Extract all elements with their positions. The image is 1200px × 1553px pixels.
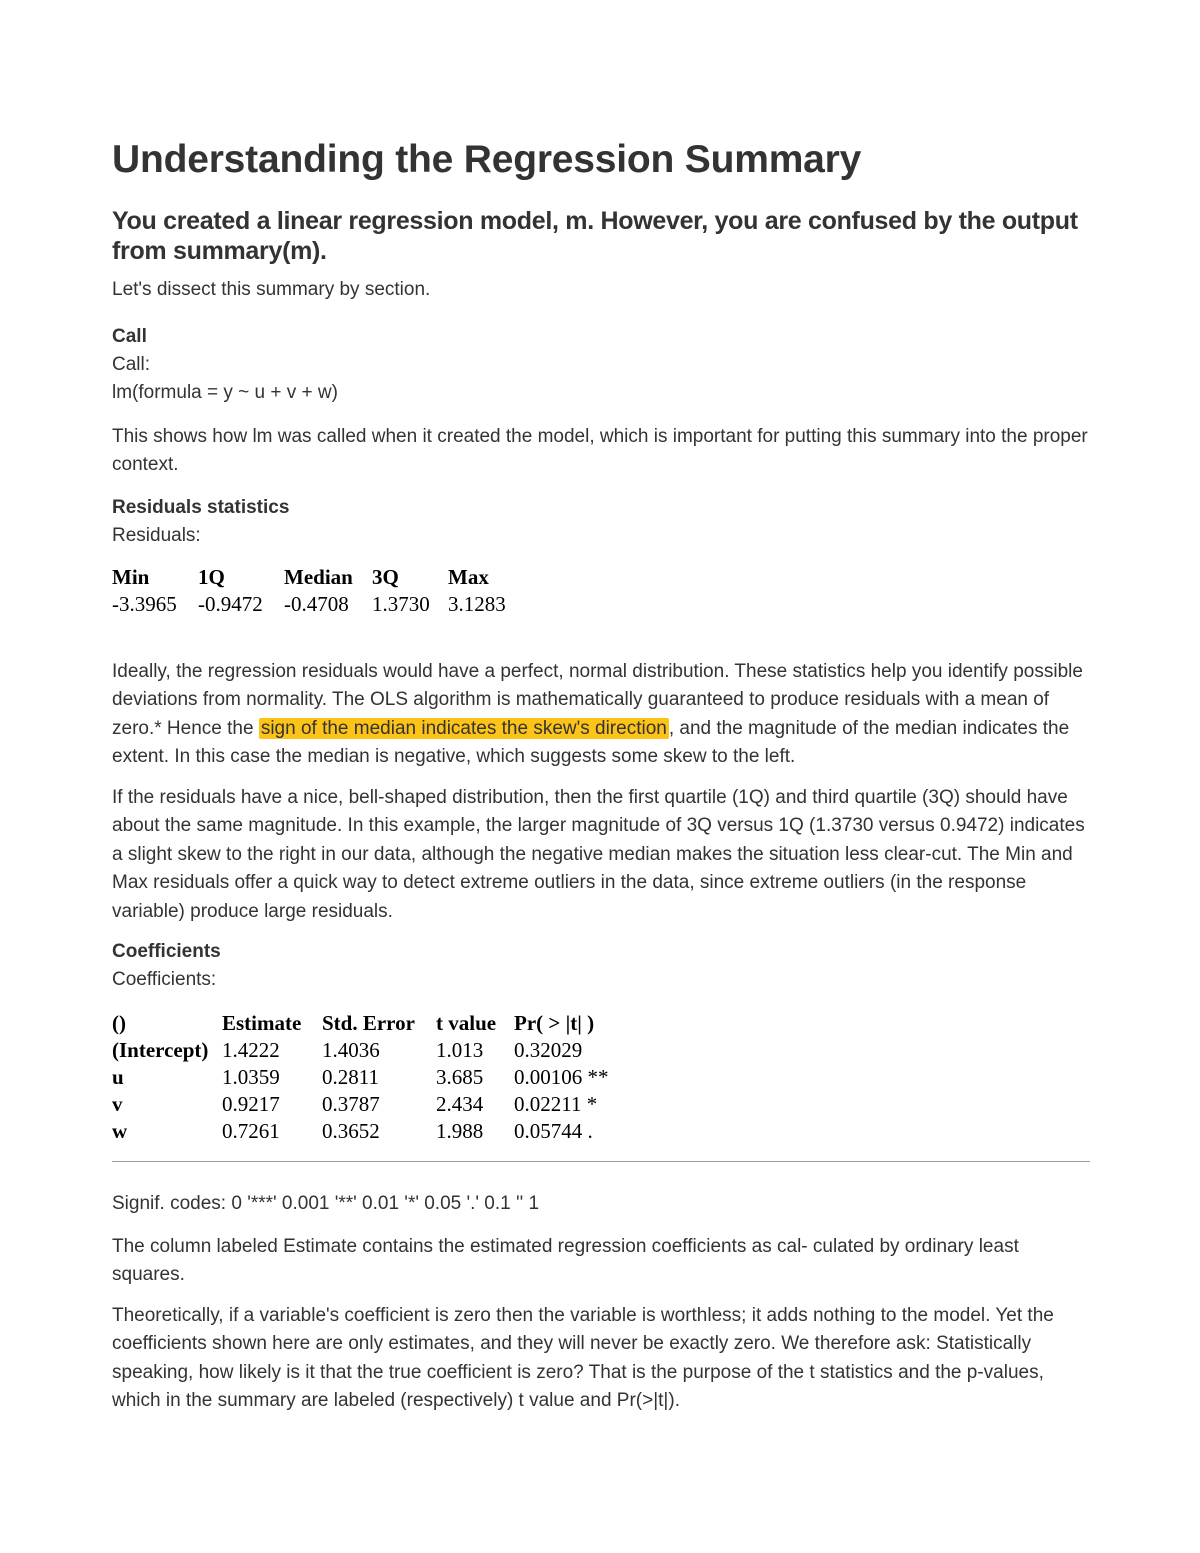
document-page: [112, 128, 1092, 1428]
residuals-header-1q: 1Q: [198, 564, 225, 589]
table-row: [112, 1091, 615, 1118]
horizontal-divider: [112, 1161, 1090, 1162]
residuals-header-median: Median: [284, 564, 353, 589]
residuals-value-1q: -0.9472: [198, 591, 263, 616]
call-formula: lm(formula = y ~ u + v + w): [112, 381, 338, 403]
residuals-paragraph-2: If the residuals have a nice, bell-shaped distribution, then the first quartile (1Q) and third quartile (3Q) should have about the same magnitude. In this example, the larger magnitude of 3Q versus 1Q (1.3730 versus 0.9472) indicates a slight skew to the right in our data, although the negative median makes the situation less clear-cut. The Min and Max residuals offer a quick way to detect extreme outliers in the data, since extreme outliers (in the response variable) produce large residuals.: [112, 786, 1085, 922]
coefficients-heading: Coefficients: [112, 941, 221, 962]
residuals-paragraph-1: [112, 658, 1092, 772]
coefficient-estimate: 0.9217: [222, 1092, 280, 1116]
coefficients-table: [112, 1010, 615, 1145]
coefficient-name: v: [112, 1092, 123, 1116]
residuals-heading: Residuals statistics: [112, 496, 290, 518]
page-subtitle: You created a linear regression model, m. However, you are confused by the output from summary(m).: [112, 207, 1078, 265]
coefficient-std-error: 0.3652: [322, 1119, 380, 1143]
coefficient-t-value: 1.013: [436, 1038, 484, 1062]
residuals-value-3q: 1.3730: [372, 591, 430, 616]
coefficient-std-error: 1.4036: [322, 1038, 380, 1062]
coefficient-estimate: 1.0359: [222, 1065, 280, 1089]
call-heading: Call: [112, 325, 147, 347]
coefficients-paragraph-1: The column labeled Estimate contains the estimated regression coefficients as cal- culated by ordinary least squares.: [112, 1235, 1019, 1285]
coefficient-p-value: 0.05744 .: [514, 1119, 593, 1143]
residuals-paragraph-1-start: Ideally, the regression residuals would have a perfect, normal distribution. These statistics help you identify possible deviations from normality. The OLS algorithm is mathematically guaranteed to produce residuals with a mean of zero.* Hence the: [112, 660, 1083, 739]
page-title: Understanding the Regression Summary: [112, 138, 862, 181]
table-row: [112, 1064, 615, 1091]
highlighted-text: sign of the median indicates the skew's direction: [260, 717, 667, 739]
coefficients-header-std-error: Std. Error: [322, 1011, 415, 1035]
residuals-section: [112, 494, 1092, 927]
coefficients-header-term: (): [112, 1011, 126, 1035]
coefficients-header-t-value: t value: [436, 1011, 497, 1035]
coefficient-p-value: 0.00106 **: [514, 1065, 609, 1089]
coefficients-header-estimate: Estimate: [222, 1011, 302, 1035]
call-description: This shows how lm was called when it created the model, which is important for putting this summary into the proper context.: [112, 425, 1088, 475]
coefficient-name: u: [112, 1065, 124, 1089]
signif-codes: Signif. codes: 0 '***' 0.001 '**' 0.01 '*' 0.05 '.' 0.1 '' 1: [112, 1193, 540, 1214]
residuals-header-row: [112, 564, 512, 591]
coefficients-header-p-value: Pr( > |t| ): [514, 1011, 595, 1035]
coefficient-t-value: 1.988: [436, 1119, 484, 1143]
coefficient-p-value: 0.32029: [514, 1038, 583, 1062]
residuals-value-max: 3.1283: [448, 591, 506, 616]
coefficient-std-error: 0.3787: [322, 1092, 380, 1116]
residuals-header-3q: 3Q: [372, 564, 399, 589]
coefficient-name: (Intercept): [112, 1038, 209, 1062]
coefficients-label: Coefficients:: [112, 969, 217, 990]
table-row: [112, 1037, 615, 1064]
coefficient-std-error: 0.2811: [322, 1065, 379, 1089]
residuals-label: Residuals:: [112, 524, 201, 546]
residuals-value-min: -3.3965: [112, 591, 177, 616]
coefficient-t-value: 2.434: [436, 1092, 484, 1116]
residuals-table: [112, 564, 512, 618]
residuals-value-median: -0.4708: [284, 591, 349, 616]
residuals-value-row: [112, 591, 512, 618]
residuals-header-min: Min: [112, 564, 150, 589]
coefficient-estimate: 0.7261: [222, 1119, 280, 1143]
coefficient-t-value: 3.685: [436, 1065, 484, 1089]
coefficients-header-row: [112, 1010, 615, 1037]
coefficient-p-value: 0.02211 *: [514, 1092, 598, 1116]
coefficient-estimate: 1.4222: [222, 1038, 280, 1062]
residuals-header-max: Max: [448, 564, 489, 589]
call-section: [112, 323, 1092, 480]
intro-text: Let's dissect this summary by section.: [112, 279, 431, 300]
residuals-paragraph-1-end: , and the magnitude of the median indicates the extent. In this case the median is negative, which suggests some skew to the left.: [112, 717, 1070, 767]
coefficients-paragraph-2: Theoretically, if a variable's coefficient is zero then the variable is worthless; it adds nothing to the model. Yet the coefficients shown here are only estimates, and they will never be exactly zero. We therefore ask: Statistically speaking, how likely is it that the true coefficient is zero? That is the purpose of the t statistics and the p-values, which in the summary are labeled (respectively) t value and Pr(>|t|).: [112, 1304, 1054, 1411]
table-row: [112, 1118, 615, 1145]
coefficients-section: [112, 938, 1092, 1416]
call-label: Call:: [112, 353, 151, 375]
coefficient-name: w: [112, 1119, 128, 1143]
